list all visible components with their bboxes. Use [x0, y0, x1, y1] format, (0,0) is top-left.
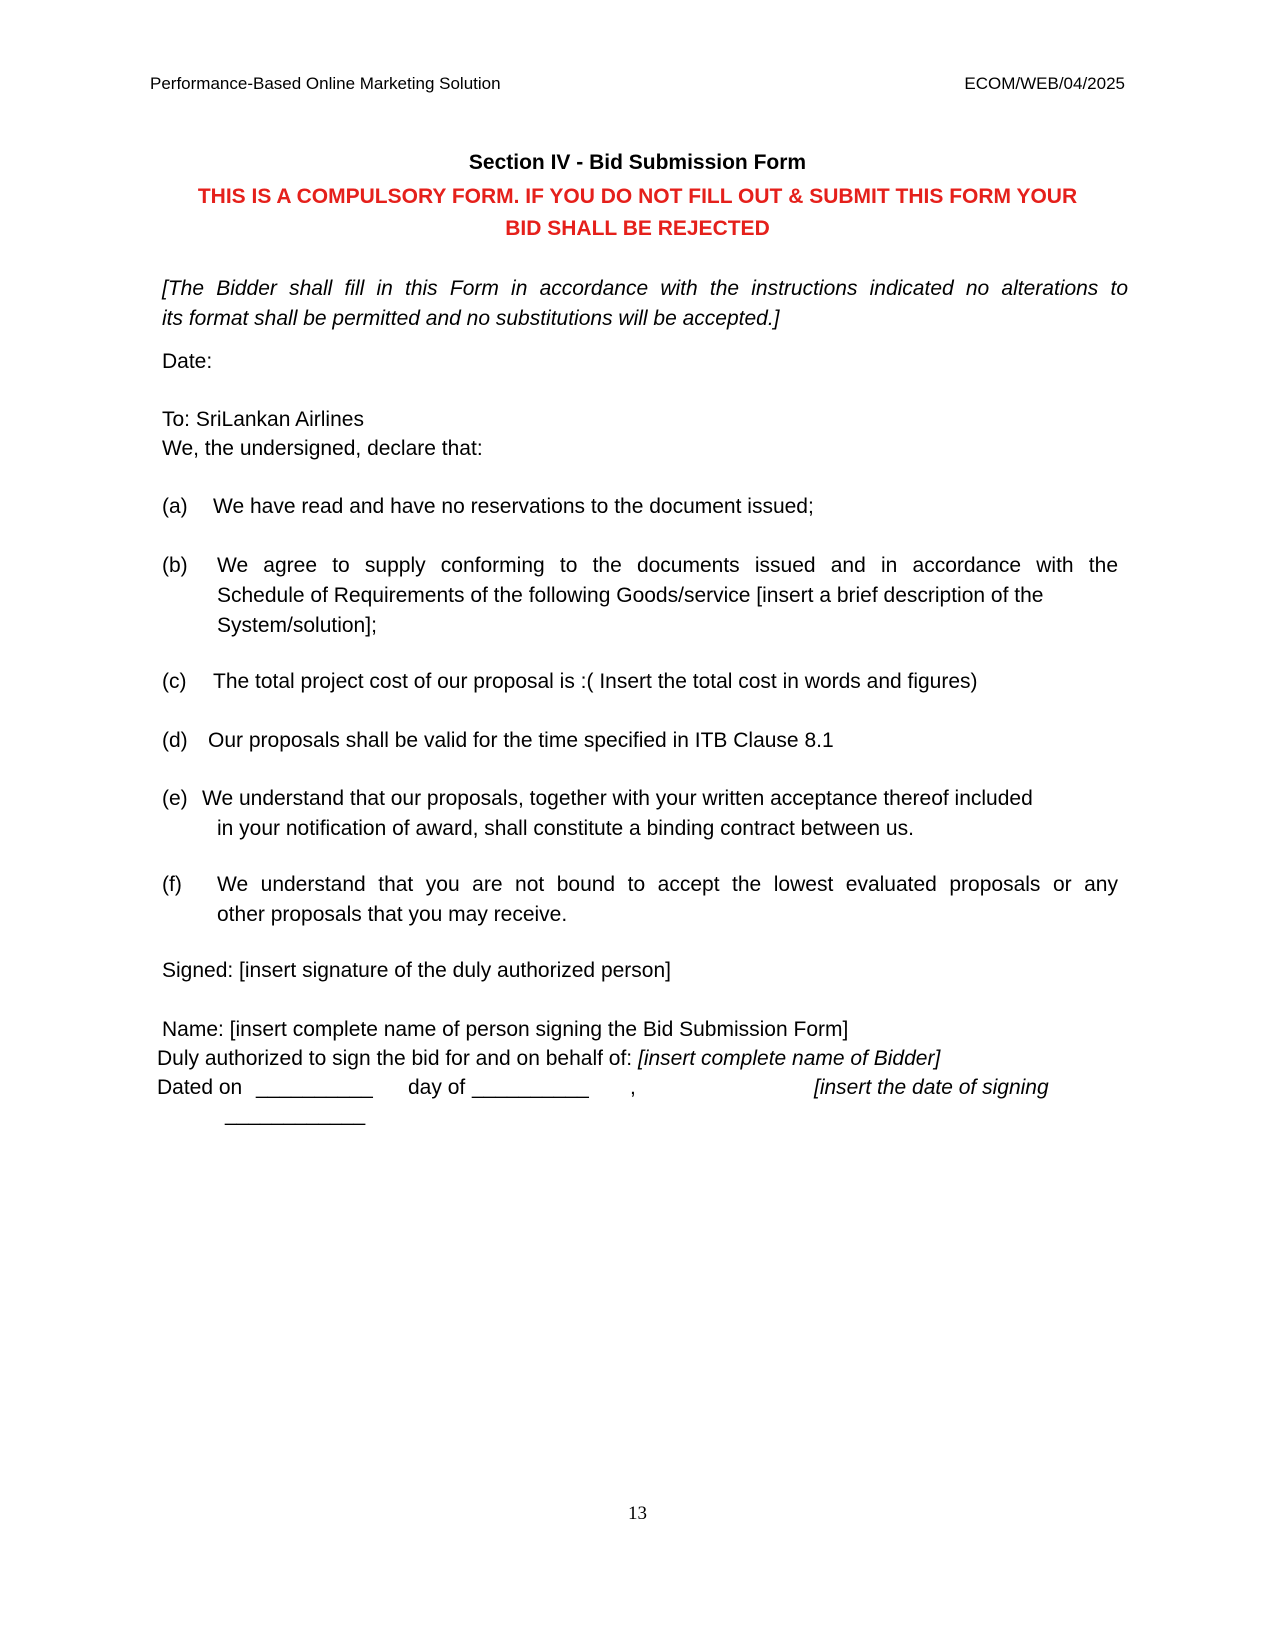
signed-line: Signed: [insert signature of the duly authorized person] — [162, 959, 671, 982]
name-line: Name: [insert complete name of person signing the Bid Submission Form] — [162, 1018, 849, 1041]
date-of-signing-placeholder: [insert the date of signing — [814, 1076, 1049, 1099]
item-c-line-1: The total project cost of our proposal is :( Insert the total cost in words and figures) — [213, 670, 978, 693]
declaration-item-b — [162, 551, 1118, 641]
item-e-line-2: in your notification of award, shall constitute a binding contract between us. — [217, 817, 914, 840]
bidder-name-placeholder: [insert complete name of Bidder] — [637, 1047, 941, 1070]
declaration-item-a — [162, 492, 1118, 522]
item-marker: (e) — [162, 787, 188, 810]
item-f-line-1: We understand that you are not bound to accept the lowest evaluated proposals or any — [217, 873, 1118, 896]
signing-date-blank: ____________ — [225, 1103, 366, 1126]
item-marker: (a) — [162, 495, 188, 518]
item-marker: (c) — [162, 670, 187, 693]
declaration-item-c — [162, 667, 1118, 697]
recipient-line: To: SriLankan Airlines — [162, 408, 364, 431]
bidder-instructions — [162, 274, 1128, 334]
dated-label: Dated on — [157, 1076, 243, 1099]
item-f-line-2: other proposals that you may receive. — [217, 903, 568, 926]
dated-comma: , — [630, 1076, 636, 1099]
item-b-line-3: System/solution]; — [217, 614, 377, 637]
day-blank: __________ — [472, 1076, 589, 1099]
item-marker: (f) — [162, 873, 182, 896]
declaration-item-f — [162, 870, 1118, 930]
instructions-line-2: its format shall be permitted and no substitutions will be accepted.] — [162, 307, 780, 330]
authorized-text: Duly authorized to sign the bid for and on behalf of: — [157, 1047, 638, 1070]
date-label: Date: — [162, 350, 213, 373]
dated-line — [157, 1073, 1117, 1103]
dated-blank: __________ — [256, 1076, 373, 1099]
section-title: Section IV - Bid Submission Form — [468, 151, 807, 174]
item-e-line-1: We understand that our proposals, together with your written acceptance thereof included — [202, 787, 1033, 810]
item-marker: (b) — [162, 554, 188, 577]
instructions-line-1: [The Bidder shall fill in this Form in accordance with the instructions indicated no alterations to — [162, 277, 1128, 300]
declaration-intro: We, the undersigned, declare that: — [162, 437, 483, 460]
warning-line-2: BID SHALL BE REJECTED — [505, 217, 770, 240]
declaration-item-d — [162, 726, 1118, 756]
page-number: 13 — [628, 1503, 647, 1524]
warning-line-1: THIS IS A COMPULSORY FORM. IF YOU DO NOT FILL OUT & SUBMIT THIS FORM YOUR — [197, 185, 1078, 208]
item-d-line-1: Our proposals shall be valid for the time specified in ITB Clause 8.1 — [208, 729, 834, 752]
item-b-line-2: Schedule of Requirements of the following Goods/service [insert a brief description of the — [217, 584, 1044, 607]
item-marker: (d) — [162, 729, 188, 752]
item-b-line-1: We agree to supply conforming to the documents issued and in accordance with the — [217, 554, 1118, 577]
compulsory-warning — [150, 181, 1125, 245]
header-document-title: Performance-Based Online Marketing Solution — [150, 74, 501, 93]
authorized-line — [157, 1044, 940, 1074]
item-a-line-1: We have read and have no reservations to the document issued; — [213, 495, 814, 518]
page-header — [150, 74, 1125, 94]
day-of-label: day of — [408, 1076, 466, 1099]
header-reference-number: ECOM/WEB/04/2025 — [964, 74, 1125, 93]
declaration-item-e — [162, 784, 1118, 844]
